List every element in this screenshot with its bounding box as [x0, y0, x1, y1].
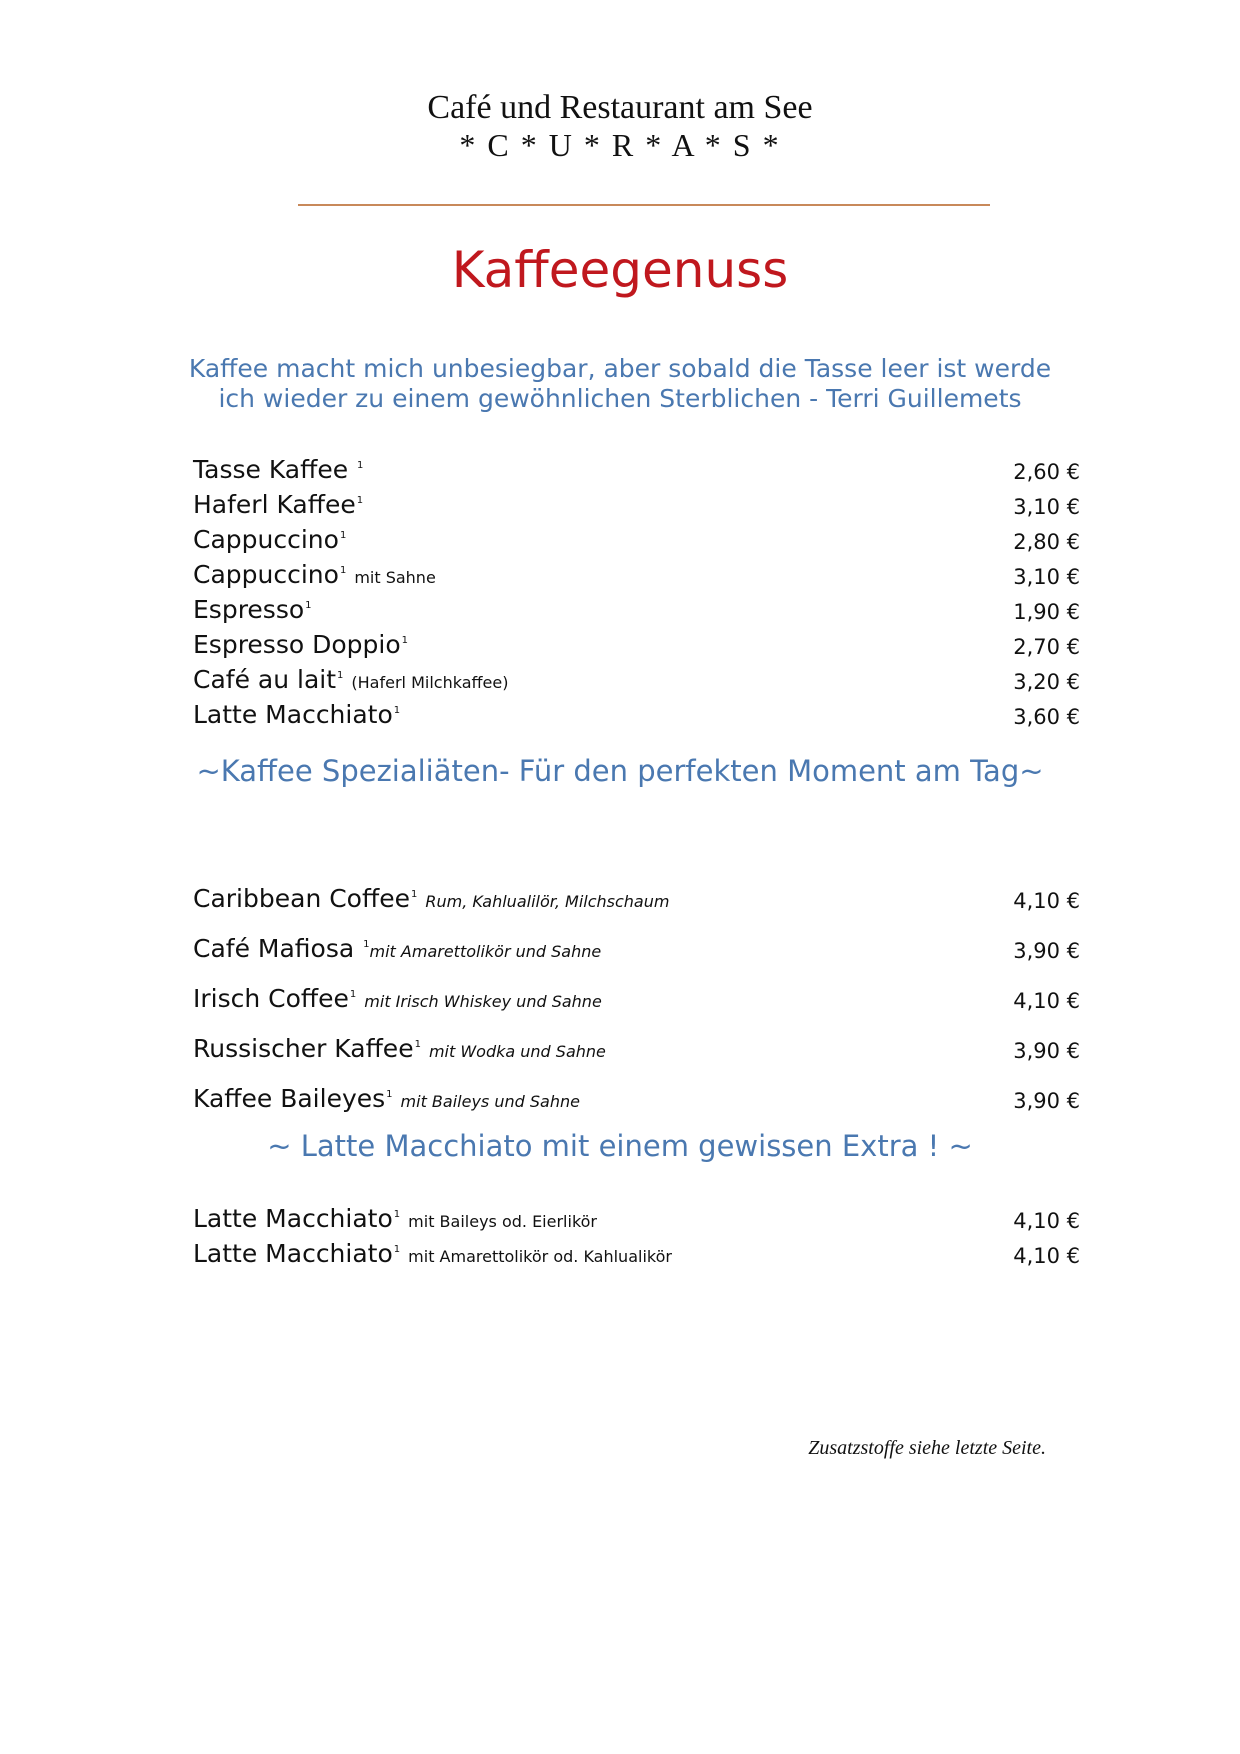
additive-marker: 1 — [357, 460, 364, 471]
item-price: 3,90 € — [1013, 1039, 1080, 1063]
section-heading-latte: ~ Latte Macchiato mit einem gewissen Extra ! ~ — [267, 1129, 973, 1163]
item-name: Espresso — [193, 595, 305, 624]
additive-marker: 1 — [393, 1244, 401, 1255]
item-description: mit Amarettolikör und Sahne — [369, 942, 602, 961]
special-coffee-list — [193, 882, 1080, 1132]
menu-item — [193, 1082, 1080, 1132]
quote-line-2: ich wieder zu einem gewöhnlichen Sterblichen - Terri Guillemets — [218, 384, 1022, 413]
item-name: Irisch Coffee — [193, 984, 349, 1013]
item-price: 1,90 € — [1013, 600, 1080, 624]
item-description: mit Sahne — [354, 568, 436, 587]
menu-item — [193, 488, 1080, 523]
additive-marker: 1 — [339, 530, 347, 541]
restaurant-name: Café und Restaurant am See — [427, 89, 813, 126]
item-price: 3,20 € — [1013, 670, 1080, 694]
item-price: 3,90 € — [1013, 939, 1080, 963]
additive-marker: 1 — [363, 939, 370, 950]
additives-footer-note: Zusatzstoffe siehe letzte Seite. — [808, 1437, 1046, 1459]
item-name: Haferl Kaffee — [193, 490, 356, 519]
item-price: 3,10 € — [1013, 495, 1080, 519]
additive-marker: 1 — [393, 705, 401, 716]
menu-item — [193, 698, 1080, 733]
additive-marker: 1 — [339, 565, 347, 576]
item-name: Espresso Doppio — [193, 630, 401, 659]
item-name: Latte Macchiato — [193, 1239, 393, 1268]
item-description: mit Baileys od. Eierlikör — [408, 1212, 597, 1231]
item-price: 3,90 € — [1013, 1089, 1080, 1113]
page-title: Kaffeegenuss — [451, 241, 789, 299]
item-name: Tasse Kaffee — [193, 455, 357, 484]
item-price: 2,80 € — [1013, 530, 1080, 554]
additive-marker: 1 — [401, 635, 408, 646]
item-description: (Haferl Milchkaffee) — [351, 673, 509, 692]
item-name: Caribbean Coffee — [193, 884, 410, 913]
menu-item — [193, 593, 1080, 628]
item-name: Kaffee Baileyes — [193, 1084, 386, 1113]
item-name: Café au lait — [193, 665, 337, 694]
restaurant-subtitle: * C * U * R * A * S * — [459, 127, 781, 163]
basic-coffee-list — [193, 453, 1080, 733]
additive-marker: 1 — [349, 989, 357, 1000]
item-price: 4,10 € — [1013, 1244, 1080, 1268]
item-name: Café Mafiosa — [193, 934, 363, 963]
latte-extras-list — [193, 1202, 1080, 1272]
menu-item — [193, 882, 1080, 932]
menu-item — [193, 628, 1080, 663]
item-description: Rum, Kahlualilör, Milchschaum — [425, 892, 670, 911]
menu-item — [193, 1032, 1080, 1082]
item-name: Russischer Kaffee — [193, 1034, 414, 1063]
item-description: mit Amarettolikör od. Kahlualikör — [408, 1247, 672, 1266]
item-description: mit Irisch Whiskey und Sahne — [364, 992, 602, 1011]
menu-item — [193, 932, 1080, 982]
additive-marker: 1 — [410, 889, 418, 900]
item-price: 4,10 € — [1013, 989, 1080, 1013]
menu-item — [193, 453, 1080, 488]
quote — [150, 354, 1090, 414]
menu-item — [193, 1237, 1080, 1272]
additive-marker: 1 — [414, 1039, 421, 1050]
item-description: mit Wodka und Sahne — [428, 1042, 606, 1061]
item-price: 4,10 € — [1013, 889, 1080, 913]
item-name: Latte Macchiato — [193, 700, 393, 729]
item-price: 3,60 € — [1013, 705, 1080, 729]
item-price: 2,70 € — [1013, 635, 1080, 659]
additive-marker: 1 — [337, 670, 344, 681]
additive-marker: 1 — [305, 600, 312, 611]
menu-item — [193, 663, 1080, 698]
item-name: Latte Macchiato — [193, 1204, 393, 1233]
additive-marker: 1 — [356, 495, 364, 506]
item-price: 4,10 € — [1013, 1209, 1080, 1233]
item-price: 2,60 € — [1013, 460, 1080, 484]
menu-item — [193, 523, 1080, 558]
item-price: 3,10 € — [1013, 565, 1080, 589]
header-divider — [298, 204, 990, 206]
additive-marker: 1 — [386, 1089, 393, 1100]
quote-line-1: Kaffee macht mich unbesiegbar, aber sobald die Tasse leer ist werde — [188, 354, 1052, 383]
additive-marker: 1 — [393, 1209, 401, 1220]
menu-item — [193, 558, 1080, 593]
section-heading-specials: ~Kaffee Spezialiäten- Für den perfekten Moment am Tag~ — [196, 754, 1044, 788]
item-description: mit Baileys und Sahne — [400, 1092, 580, 1111]
item-name: Cappuccino — [193, 525, 339, 554]
item-name: Cappuccino — [193, 560, 339, 589]
menu-item — [193, 1202, 1080, 1237]
menu-item — [193, 982, 1080, 1032]
